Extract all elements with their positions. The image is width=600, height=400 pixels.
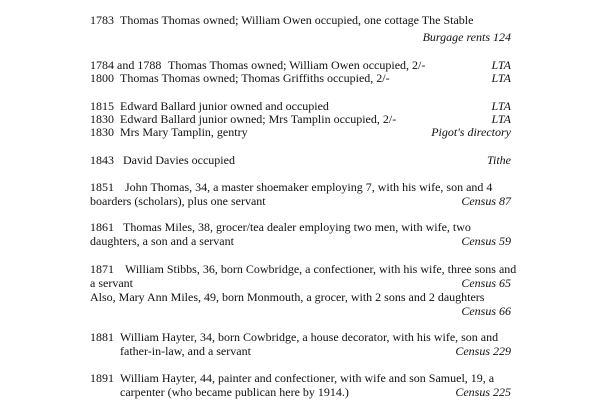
entry-1784-1788: [0, 58, 600, 72]
entry-source: Pigot's directory: [431, 125, 511, 139]
entry-1871-also-source: [0, 304, 600, 318]
entry-1783-source-line: [0, 30, 600, 44]
entry-source: Census 59: [461, 234, 511, 248]
entry-year: 1783: [90, 13, 114, 27]
entry-source: Census 66: [461, 304, 511, 318]
entry-1881: [0, 330, 600, 344]
entry-year: 1861: [90, 220, 114, 234]
entry-1830-ballard: [0, 112, 600, 126]
entry-year: 1815: [90, 99, 114, 113]
entry-text: a servant: [90, 276, 133, 290]
entry-1800: [0, 71, 600, 85]
entry-source: LTA: [491, 99, 511, 113]
entry-source: Census 65: [461, 276, 511, 290]
entry-1881-cont: [0, 344, 600, 358]
entry-text: John Thomas, 34, a master shoemaker employing 7, with his wife, son and 4: [125, 180, 493, 194]
entry-text: Thomas Thomas owned; William Owen occupied, one cottage The Stable: [120, 13, 474, 27]
entry-text: Thomas Miles, 38, grocer/tea dealer employing two men, with wife, two: [123, 220, 471, 234]
entry-source: Census 225: [455, 385, 511, 399]
entry-1851: [0, 180, 600, 194]
entry-1891: [0, 371, 600, 385]
entry-text: Also, Mary Ann Miles, 49, born Monmouth, a grocer, with 2 sons and 2 daughters: [90, 290, 485, 304]
entry-text: father-in-law, and a servant: [120, 344, 251, 358]
entry-year: 1800: [90, 71, 114, 85]
entry-source: LTA: [491, 58, 511, 72]
entry-text: carpenter (who became publican here by 1914.): [120, 385, 349, 399]
entry-text: Edward Ballard junior owned and occupied: [120, 99, 329, 113]
entry-text: daughters, a son and a servant: [90, 234, 234, 248]
entry-text: Edward Ballard junior owned; Mrs Tamplin occupied, 2/-: [120, 112, 397, 126]
entry-1843: [0, 153, 600, 167]
entry-year: 1784 and 1788: [90, 58, 162, 72]
entry-year: 1871: [90, 262, 114, 276]
entry-year: 1851: [90, 180, 114, 194]
entry-1815: [0, 99, 600, 113]
entry-year: 1830: [90, 112, 114, 126]
entry-source: Census 87: [461, 194, 511, 208]
entry-text: boarders (scholars), plus one servant: [90, 194, 266, 208]
entry-1861-cont: [0, 234, 600, 248]
entry-1871: [0, 262, 600, 276]
entry-source: LTA: [491, 112, 511, 126]
entry-text: Thomas Thomas owned; William Owen occupied, 2/-: [168, 58, 426, 72]
entry-text: William Hayter, 44, painter and confectioner, with wife and son Samuel, 19, a: [120, 371, 495, 385]
entry-1871-cont: [0, 276, 600, 290]
entry-1891-cont: [0, 385, 600, 399]
entry-source: LTA: [491, 71, 511, 85]
entry-source: Tithe: [486, 153, 511, 167]
entry-1851-cont: [0, 194, 600, 208]
entry-year: 1843: [90, 153, 114, 167]
entry-text: Thomas Thomas owned; Thomas Griffiths occupied, 2/-: [120, 71, 390, 85]
entry-year: 1881: [90, 330, 114, 344]
entry-1830-tamplin: [0, 125, 600, 139]
entry-1871-also: [0, 290, 600, 304]
entry-source: Census 229: [455, 344, 511, 358]
entry-text: David Davies occupied: [123, 153, 235, 167]
entry-text: Mrs Mary Tamplin, gentry: [120, 125, 248, 139]
entry-text: William Hayter, 34, born Cowbridge, a house decorator, with his wife, son and: [120, 330, 499, 344]
entry-source: Burgage rents 124: [422, 30, 511, 44]
entry-text: William Stibbs, 36, born Cowbridge, a confectioner, with his wife, three sons and: [125, 262, 517, 276]
entry-1861: [0, 220, 600, 234]
cropped-top-line: [0, 0, 600, 6]
entry-year: 1830: [90, 125, 114, 139]
entry-1783: [0, 13, 600, 27]
entry-year: 1891: [90, 371, 114, 385]
